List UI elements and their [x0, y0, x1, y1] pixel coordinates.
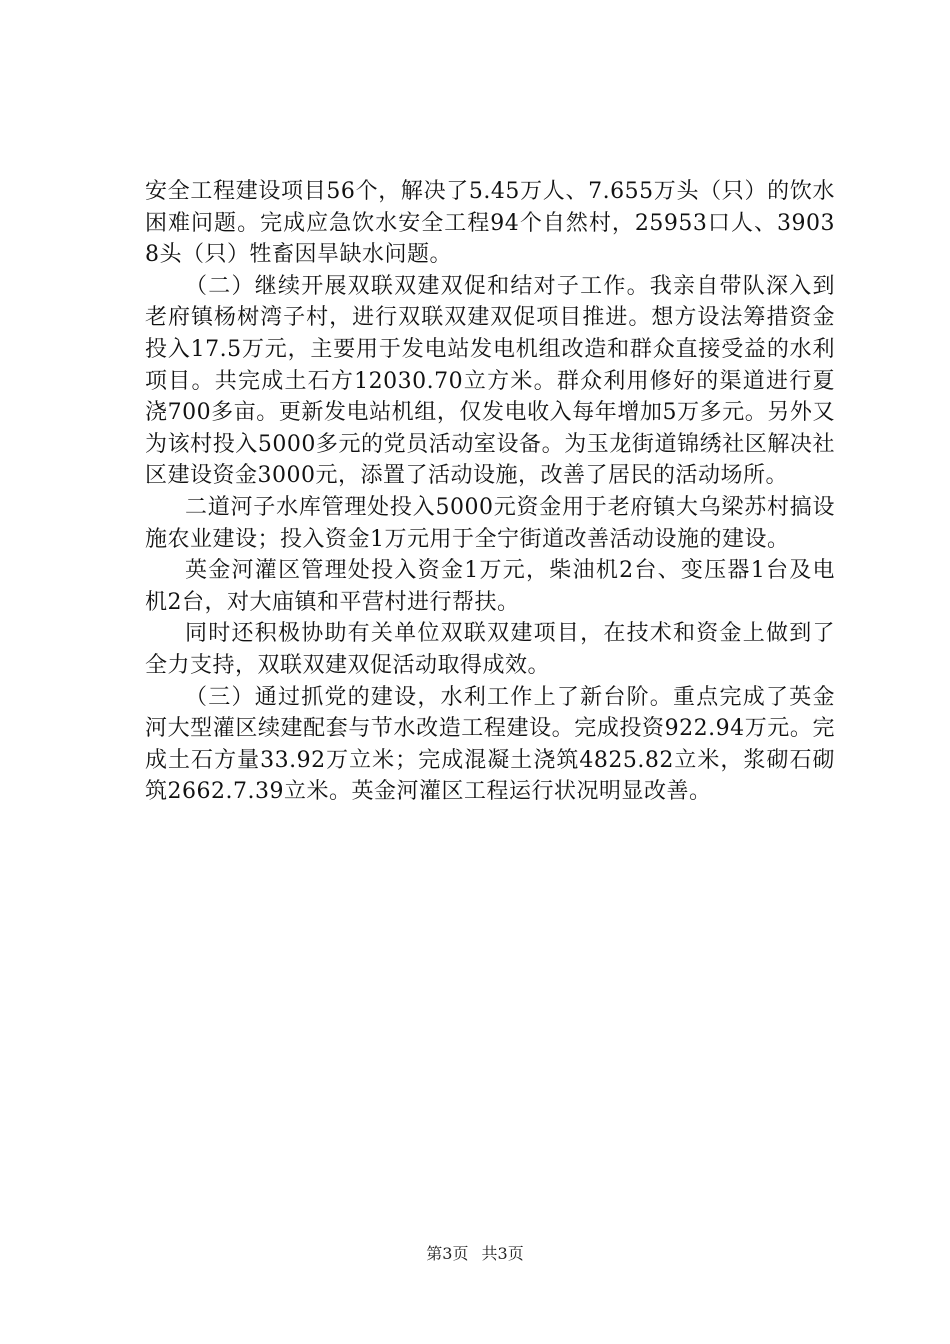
paragraph-party-building: （三）通过抓党的建设，水利工作上了新台阶。重点完成了英金河大型灌区续建配套与节水改造工程建设。完成投资922.94万元。完成土石方量33.92万立米；完成混凝土浇筑4825.82立米，浆砌石砌筑2662.7.39立米。英金河灌区工程运行状况明显改善。 [145, 684, 835, 805]
paragraph-reservoir-office: 二道河子水库管理处投入5000元资金用于老府镇大乌梁苏村搞设施农业建设；投入资金1万元用于全宁街道改善活动设施的建设。 [145, 494, 835, 552]
paragraph-irrigation-office: 英金河灌区管理处投入资金1万元，柴油机2台、变压器1台及电机2台，对大庙镇和平营村进行帮扶。 [145, 558, 835, 615]
page-number: 第3页 [426, 1244, 469, 1263]
paragraph-water-safety: 安全工程建设项目56个，解决了5.45万人、7.655万头（只）的饮水困难问题。完成应急饮水安全工程94个自然村，25953口人、39038头（只）牲畜因旱缺水问题。 [145, 179, 835, 268]
page-footer [0, 1244, 950, 1264]
paragraph-twin-link: （二）继续开展双联双建双促和结对子工作。我亲自带队深入到老府镇杨树湾子村，进行双联双建双促项目推进。想方设法筹措资金投入17.5万元，主要用于发电站发电机组改造和群众直接受益的水利项目。共完成土石方12030.70立方米。群众利用修好的渠道进行夏浇700多亩。更新发电站机组，仅发电收入每年增加5万多元。另外又为该村投入5000多元的党员活动室设备。为玉龙街道锦绣社区解决社区建设资金3000元，添置了活动设施，改善了居民的活动场所。 [145, 273, 835, 489]
paragraph-coordination: 同时还积极协助有关单位双联双建项目，在技术和资金上做到了全力支持，双联双建双促活动取得成效。 [145, 621, 835, 678]
document-body [145, 176, 835, 808]
page-total: 共3页 [481, 1244, 524, 1263]
